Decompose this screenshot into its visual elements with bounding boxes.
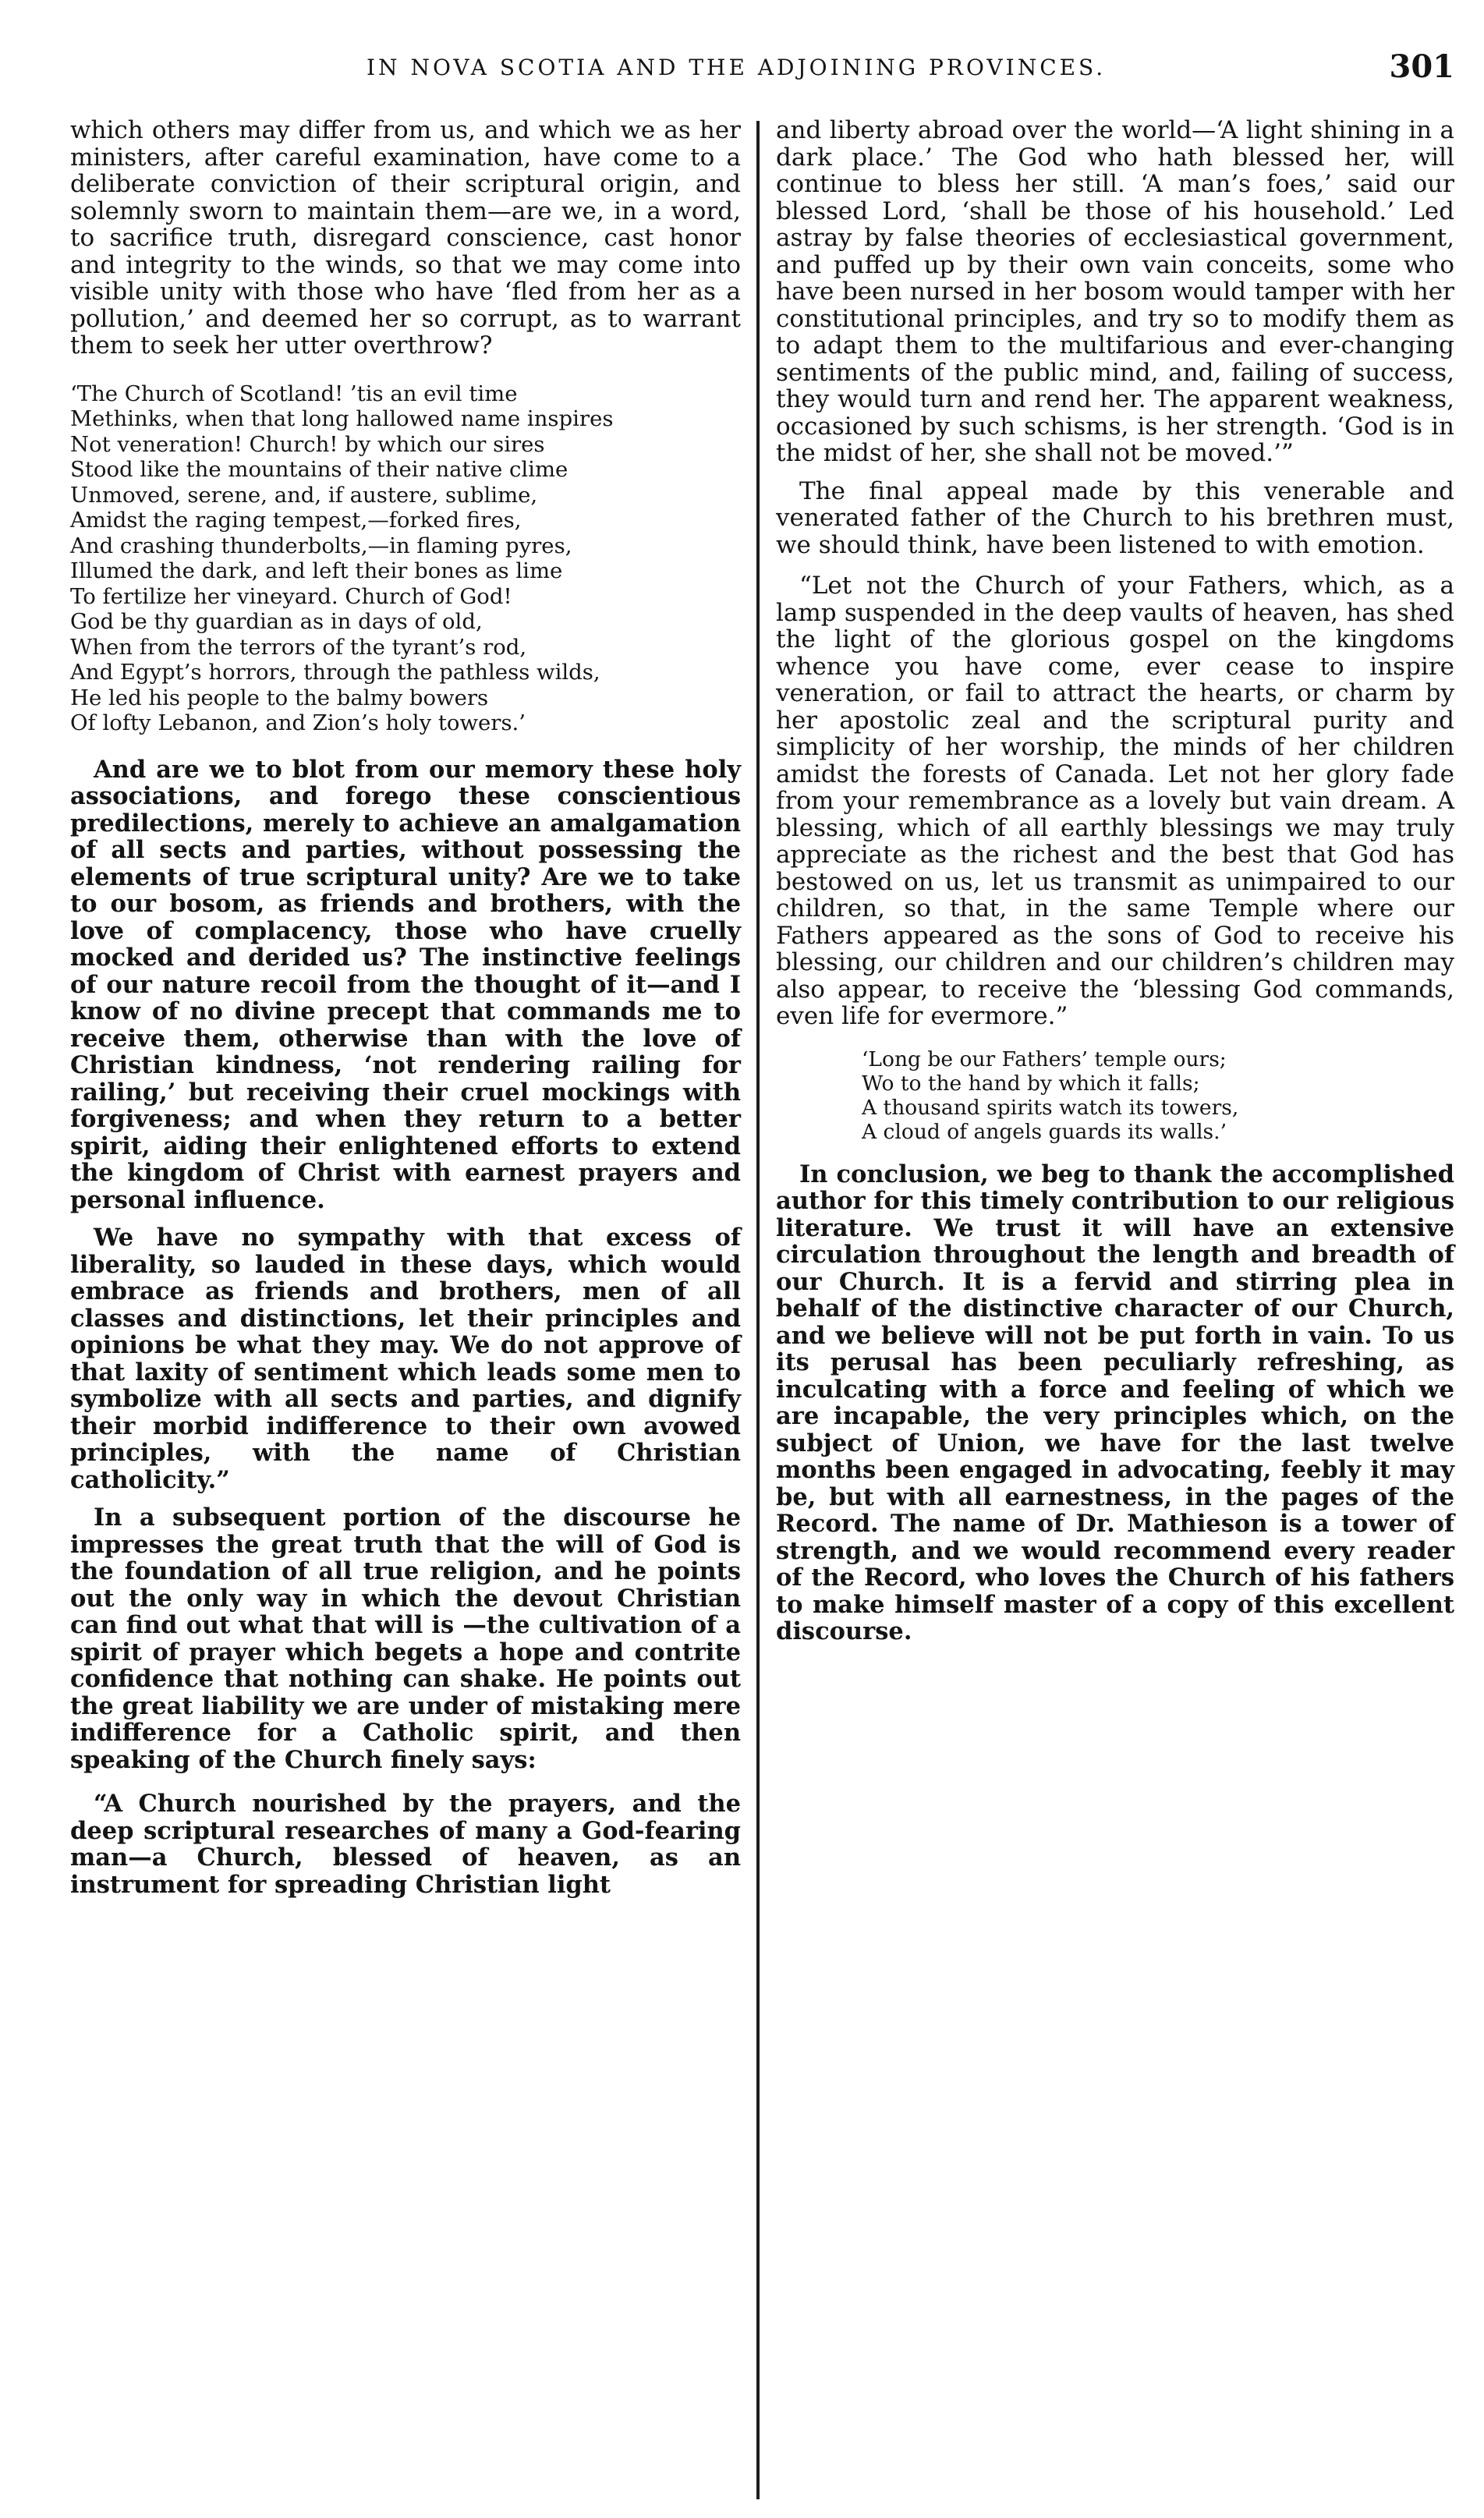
left-paragraph-1: which others may differ from us, and which we as her ministers, after careful examination, have come to a deliberate conviction of their scriptural origin, and solemnly sworn to maintain them—are we, in a word, to sacrifice truth, disregard conscience, cast honor and integrity to the winds, so that we may come into visible unity with those who have ‘fled from her as a pollution,’ and deemed her so corrupt, as to warrant them to seek her utter overthrow? [70, 116, 741, 359]
page-number: 301 [1389, 48, 1454, 85]
poem-line: Unmoved, serene, and, if austere, sublime, [70, 482, 538, 508]
poem-line: And Egypt’s horrors, through the pathless wilds, [70, 660, 600, 685]
poem-line: ‘Long be our Fathers’ temple ours; [862, 1047, 1227, 1071]
left-bold-section [70, 756, 741, 1899]
poem-line: A thousand spirits watch its towers, [862, 1095, 1239, 1120]
right-paragraph-3: “Let not the Church of your Fathers, which, as a lamp suspended in the deep vaults of heaven, has shed the light of the glorious gospel on the kingdoms whence you have come, ever cease to inspire veneration, or fail to attract the hearts, or charm by her apostolic zeal and the scriptural purity and simplicity of her worship, the minds of her children amidst the forests of Canada. Let not her glory fade from your remembrance as a lovely but vain dream. A blessing, which of all earthly blessings we may truly appreciate as the richest and the best that God has bestowed on us, let us transmit as unimpaired to our children, so that, in the same Temple where our Fathers appeared as the sons of God to receive his blessing, our children and our children’s children may also appear, to receive the ‘blessing God commands, even life for evermore.” [776, 572, 1454, 1030]
poem-line: Of lofty Lebanon, and Zion’s holy towers.’ [70, 710, 526, 735]
right-paragraph-4: In conclusion, we beg to thank the accomplished author for this timely contribution to our religious literature. We trust it will have an extensive circulation throughout the length and breadth of our Church. It is a fervid and stirring plea in behalf of the distinctive character of our Church, and we believe will not be put forth in vain. To us its perusal has been peculiarly refreshing, as inculcating with a force and feeling of which we are incapable, the very principles which, on the subject of Union, we have for the last twelve months been engaged in advocating, feebly it may be, but with all earnestness, in the pages of the Record. The name of Dr. Mathieson is a tower of strength, and we would recommend every reader of the Record, who loves the Church of his fathers to make himself master of a copy of this excellent discourse. [776, 1160, 1454, 1645]
column-rule [756, 121, 760, 2499]
running-head: IN NOVA SCOTIA AND THE ADJOINING PROVINCES. [367, 55, 1107, 80]
poem-line: Wo to the hand by which it falls; [862, 1071, 1200, 1096]
right-poem [862, 1047, 1454, 1144]
left-poem [70, 381, 741, 736]
poem-line: God be thy guardian as in days of old, [70, 609, 483, 634]
left-paragraph-3: We have no sympathy with that excess of liberality, so lauded in these days, which would embrace as friends and brothers, men of all classes and distinctions, let their principles and opinions be what they may. We do not approve of that laxity of sentiment which leads some men to symbolize with all sects and parties, and dignify their morbid indifference to their own avowed principles, with the name of Christian catholicity.” [70, 1224, 741, 1494]
poem-line: When from the terrors of the tyrant’s rod, [70, 634, 527, 660]
poem-line: Methinks, when that long hallowed name inspires [70, 406, 614, 431]
right-paragraph-1: and liberty abroad over the world—‘A light shining in a dark place.’ The God who hath blessed her, will continue to bless her still. ‘A man’s foes,’ said our blessed Lord, ‘shall be those of his household.’ Led astray by false theories of ecclesiastical government, and puffed up by their own vain conceits, some who have been nursed in her bosom would tamper with her constitutional principles, and try so to modify them as to adapt them to the multifarious and ever-changing sentiments of the public mind, and, failing of success, they would turn and rend her. The apparent weakness, occasioned by such schisms, is her strength. ‘God is in the midst of her, she shall not be moved.’” [776, 116, 1454, 467]
poem-line: To fertilize her vineyard. Church of God! [70, 583, 512, 609]
poem-line: Illumed the dark, and left their bones as lime [70, 558, 563, 583]
left-paragraph-2: And are we to blot from our memory these holy associations, and forego these conscientious predilections, merely to achieve an amalgamation of all sects and parties, without possessing the elements of true scriptural unity? Are we to take to our bosom, as friends and brothers, with the love of complacency, those who have cruelly mocked and derided us? The instinctive feelings of our nature recoil from the thought of it—and I know of no divine precept that commands me to receive them, otherwise than with the love of Christian kindness, ‘not rendering railing for railing,’ but receiving their cruel mockings with forgiveness; and when they return to a better spirit, aiding their enlightened efforts to extend the kingdom of Christ with earnest prayers and personal influence. [70, 755, 741, 1214]
left-paragraph-5: “A Church nourished by the prayers, and the deep scriptural researches of many a God-fearing man—a Church, blessed of heaven, as an instrument for spreading Christian light [70, 1790, 741, 1899]
right-column [776, 117, 1454, 1645]
poem-line: Amidst the raging tempest,—forked fires, [70, 508, 522, 533]
right-paragraph-2: The final appeal made by this venerable and venerated father of the Church to his brethren must, we should think, have been listened to with emotion. [776, 476, 1454, 559]
poem-line: Not veneration! Church! by which our sires [70, 431, 545, 457]
right-bold-section [776, 1161, 1454, 1645]
left-paragraph-4: In a subsequent portion of the discourse he impresses the great truth that the will of God is the foundation of all true religion, and he points out the only way in which the devout Christian can find out what that will is —the cultivation of a spirit of prayer which begets a hope and contrite confidence that nothing can shake. He points out the great liability we are under of mistaking mere indifference for a Catholic spirit, and then speaking of the Church finely says: [70, 1503, 741, 1774]
left-column [70, 117, 741, 1898]
poem-line: A cloud of angels guards its walls.’ [862, 1119, 1227, 1144]
poem-line: ‘The Church of Scotland! ’tis an evil time [70, 381, 518, 406]
poem-line: He led his people to the balmy bowers [70, 685, 489, 710]
poem-line: Stood like the mountains of their native clime [70, 457, 568, 482]
poem-line: And crashing thunderbolts,—in flaming pyres, [70, 533, 572, 558]
